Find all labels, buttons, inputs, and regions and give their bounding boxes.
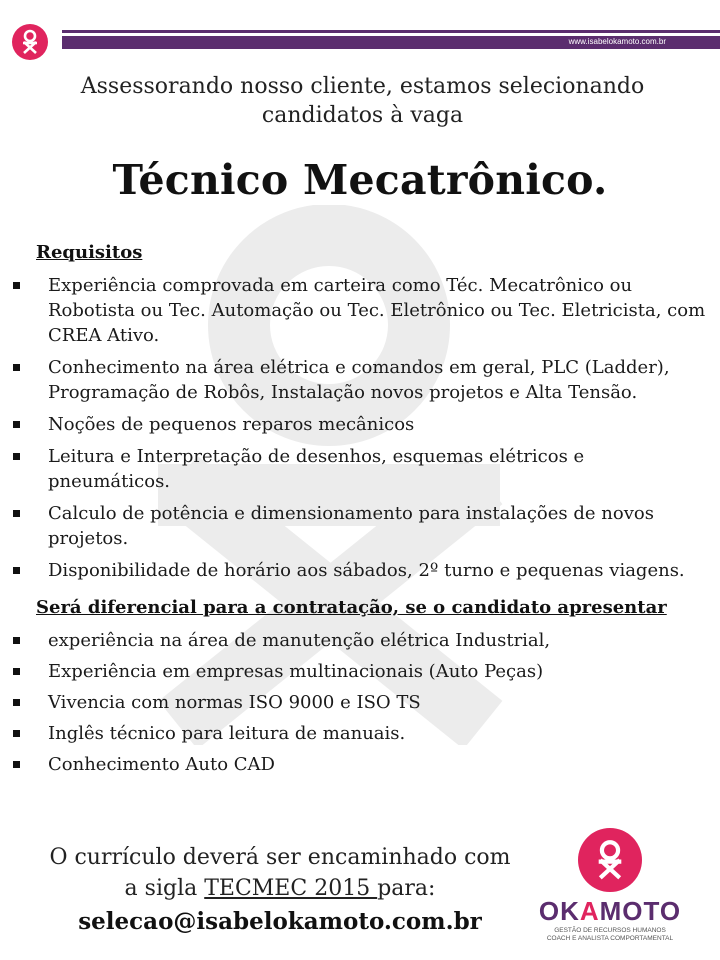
- list-item: Disponibilidade de horário aos sábados, 2º turno e pequenas viagens.: [0, 558, 720, 583]
- okamoto-logo-icon: [12, 24, 48, 60]
- list-item: Conhecimento Auto CAD: [0, 752, 560, 777]
- bullet-icon: [13, 761, 20, 768]
- person-icon: [19, 29, 41, 55]
- list-item: experiência na área de manutenção elétrica Industrial,: [0, 628, 560, 653]
- brand-subtitle-1: GESTÃO DE RECURSOS HUMANOS: [554, 927, 666, 934]
- list-item: Leitura e Interpretação de desenhos, esquemas elétricos e pneumáticos.: [0, 444, 720, 494]
- intro-text: [50, 72, 675, 130]
- list-item: Noções de pequenos reparos mecânicos: [0, 412, 720, 437]
- brand-name: OKAMOTO: [538, 896, 682, 926]
- bullet-icon: [13, 637, 20, 644]
- intro-line-1: Assessorando nosso cliente, estamos selecionando: [80, 74, 645, 99]
- footer-line-2: a sigla TECMEC 2015 para:: [124, 876, 436, 901]
- list-item: Experiência comprovada em carteira como Téc. Mecatrônico ou Robotista ou Tec. Automação ou Tec. Eletrônico ou Tec. Eletricista, com CREA Ativo.: [0, 273, 720, 348]
- bullet-icon: [13, 668, 20, 675]
- differentials-list: [0, 628, 560, 783]
- list-item: Conhecimento na área elétrica e comandos em geral, PLC (Ladder), Programação de Robôs, Instalação novos projetos e Alta Tensão.: [0, 355, 720, 405]
- bullet-icon: [13, 364, 20, 371]
- list-item: Vivencia com normas ISO 9000 e ISO TS: [0, 690, 560, 715]
- bullet-icon: [13, 421, 20, 428]
- okamoto-brand: [520, 828, 700, 943]
- sigla-code: TECMEC 2015: [204, 876, 378, 901]
- header-url: www.isabelokamoto.com.br: [568, 37, 666, 46]
- bullet-icon: [13, 567, 20, 574]
- brand-logo-icon: [578, 828, 642, 892]
- requirements-title: Requisitos: [36, 242, 143, 263]
- list-item: Experiência em empresas multinacionais (Auto Peças): [0, 659, 560, 684]
- bullet-icon: [13, 453, 20, 460]
- list-item: Inglês técnico para leitura de manuais.: [0, 721, 560, 746]
- bullet-icon: [13, 282, 20, 289]
- brand-subtitle-2: COACH E ANALISTA COMPORTAMENTAL: [546, 935, 674, 942]
- differentials-title: Será diferencial para a contratação, se o candidato apresentar: [36, 597, 667, 618]
- footer-line-1: O currículo deverá ser encaminhado com: [49, 845, 511, 870]
- bullet-icon: [13, 730, 20, 737]
- person-icon: [592, 839, 628, 881]
- job-title: Técnico Mecatrônico.: [112, 156, 608, 204]
- bullet-icon: [13, 510, 20, 517]
- intro-line-2: candidatos à vaga: [261, 103, 464, 128]
- requirements-list: [0, 273, 720, 590]
- footer-instructions: [20, 842, 540, 904]
- bullet-icon: [13, 699, 20, 706]
- list-item: Calculo de potência e dimensionamento para instalações de novos projetos.: [0, 501, 720, 551]
- contact-email[interactable]: selecao@isabelokamoto.com.br: [78, 908, 482, 935]
